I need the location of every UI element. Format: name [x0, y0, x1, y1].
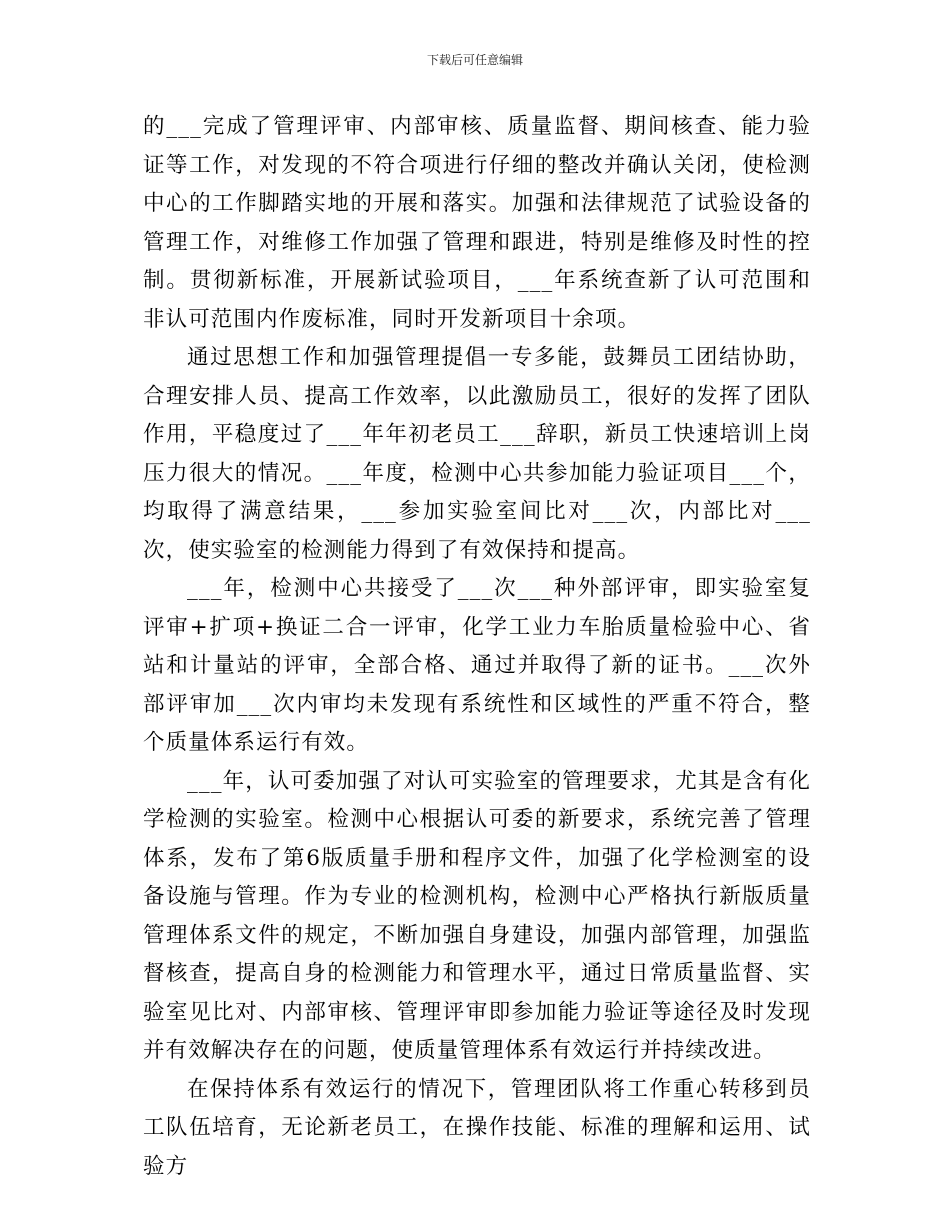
paragraph-2: 通过思想工作和加强管理提倡一专多能，鼓舞员工团结协助，合理安排人员、提高工作效率，以此激励员工，很好的发挥了团队作用，平稳度过了___年年初老员工___辞职，新员工快速培训上岗压力很大的情况。___年度，检测中心共参加能力验证项目___个，均取得了满意结果，___参加实验室间比对___次，内部比对___次，使实验室的检测能力得到了有效保持和提高。: [143, 345, 811, 563]
document-body: [143, 108, 811, 1186]
paragraph-1: 的___完成了管理评审、内部审核、质量监督、期间核查、能力验证等工作，对发现的不符合项进行仔细的整改并确认关闭，使检测中心的工作脚踏实地的开展和落实。加强和法律规范了试验设备的管理工作，对维修工作加强了管理和跟进，特别是维修及时性的控制。贯彻新标准，开展新试验项目，___年系统查新了认可范围和非认可范围内作废标准，同时开发新项目十余项。: [143, 114, 811, 332]
page-header: 下载后可任意编辑: [426, 53, 523, 67]
paragraph-4: ___年，认可委加强了对认可实验室的管理要求，尤其是含有化学检测的实验室。检测中心根据认可委的新要求，系统完善了管理体系，发布了第6版质量手册和程序文件，加强了化学检测室的设备设施与管理。作为专业的检测机构，检测中心严格执行新版质量管理体系文件的规定，不断加强自身建设，加强内部管理，加强监督核查，提高自身的检测能力和管理水平，通过日常质量监督、实验室见比对、内部审核、管理评审即参加能力验证等途径及时发现并有效解决存在的问题，使质量管理体系有效运行并持续改进。: [143, 768, 811, 1063]
paragraph-5: 在保持体系有效运行的情况下，管理团队将工作重心转移到员工队伍培育，无论新老员工，在操作技能、标准的理解和运用、试验方: [143, 1076, 811, 1179]
paragraph-3: ___年，检测中心共接受了___次___种外部评审，即实验室复评审+扩项+换证二合一评审，化学工业力车胎质量检验中心、省站和计量站的评审，全部合格、通过并取得了新的证书。___次外部评审加___次内审均未发现有系统性和区域性的严重不符合，整个质量体系运行有效。: [143, 576, 811, 755]
